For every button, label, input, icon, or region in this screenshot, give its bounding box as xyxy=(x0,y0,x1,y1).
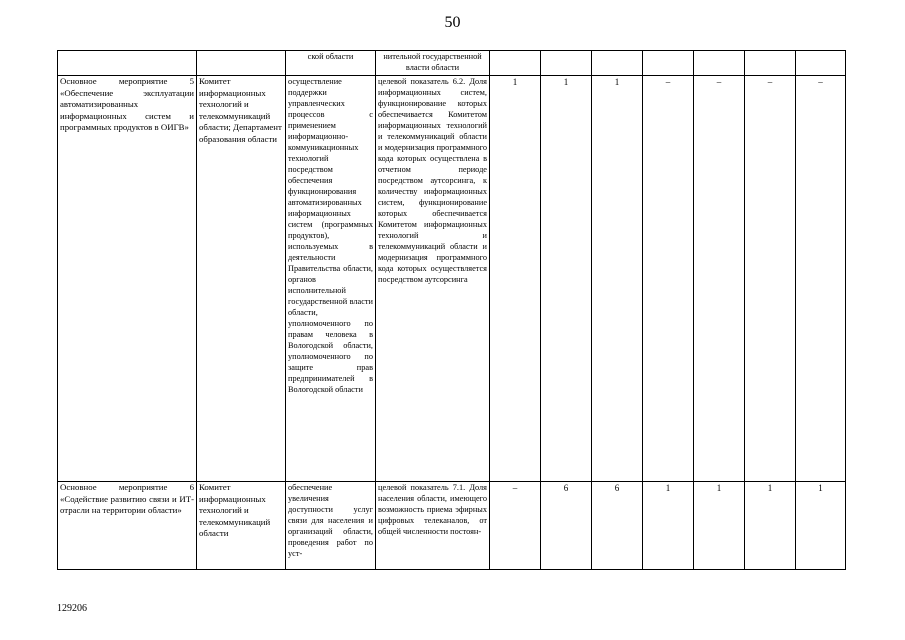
measure-6-value: 1 xyxy=(796,482,846,570)
measure-5-value: – xyxy=(745,76,796,482)
measure-6-value: 1 xyxy=(694,482,745,570)
measure-6-value: 6 xyxy=(541,482,592,570)
measure-6-indicator: целевой показатель 7.1. Доля населения области, имеющего возможность приема эфирных цифровых телеканалов, от общей численности постоян- xyxy=(376,482,490,570)
program-measures-table xyxy=(57,50,846,570)
measure-5-value: 1 xyxy=(541,76,592,482)
carry-cell-value xyxy=(694,51,745,76)
measure-5-event: Основное мероприятие 5 «Обеспечение эксплуатации автоматизированных информационных систем и программных продуктов в ОИГВ» xyxy=(58,76,197,482)
table-row-measure-6 xyxy=(58,482,846,570)
measure-5-value: – xyxy=(796,76,846,482)
measure-6-event: Основное мероприятие 6 «Содействие развитию связи и ИТ-отрасли на территории области» xyxy=(58,482,197,570)
measure-6-description: обеспечение увеличения доступности услуг связи для населения и организаций области, проведения работ по уст- xyxy=(286,482,376,570)
measure-5-indicator: целевой показатель 6.2. Доля информационных систем, функционирование которых обеспечивается Комитетом информационных технологий и телекоммуникаций области и модернизация программного кода которых осуществлена в отчетном периоде посредством аутсорсинга, к количеству информационных систем, функционирование которых обеспечивается Комитетом информационных технологий и телекоммуникаций области и модернизация программного кода которых осуществляется посредством аутсорсинга xyxy=(376,76,490,482)
table-row-carryover xyxy=(58,51,846,76)
measure-6-value: 1 xyxy=(643,482,694,570)
carry-cell-event xyxy=(58,51,197,76)
carry-cell-value xyxy=(796,51,846,76)
carry-cell-value xyxy=(643,51,694,76)
carry-cell-value xyxy=(592,51,643,76)
measure-6-value: – xyxy=(490,482,541,570)
carry-cell-value xyxy=(541,51,592,76)
measure-6-executor: Комитет информационных технологий и телекоммуникаций области xyxy=(197,482,286,570)
measure-5-value: 1 xyxy=(592,76,643,482)
measure-5-value: – xyxy=(643,76,694,482)
table-row-measure-5 xyxy=(58,76,846,482)
carry-cell-value xyxy=(490,51,541,76)
carry-cell-description: ской области xyxy=(286,51,376,76)
carry-cell-value xyxy=(745,51,796,76)
measure-5-value: 1 xyxy=(490,76,541,482)
measure-5-description: осуществление поддержки управленческих процессов с применением информационно-коммуникационных технологий посредством обеспечения функционирования автоматизированных информационных систем (программных продуктов), используемых в деятельности Правительства области, органов исполнительной государственной власти области, уполномоченного по правам человека в Вологодской области, уполномоченного по защите прав предпринимателей в Вологодской области xyxy=(286,76,376,482)
measure-5-executor: Комитет информационных технологий и телекоммуникаций области; Департамент образования области xyxy=(197,76,286,482)
page-number: 50 xyxy=(444,14,461,31)
measure-6-value: 1 xyxy=(745,482,796,570)
document-code: 129206 xyxy=(57,603,87,614)
measure-5-value: – xyxy=(694,76,745,482)
carry-cell-indicator: нительной государственной власти области xyxy=(376,51,490,76)
measure-6-value: 6 xyxy=(592,482,643,570)
carry-cell-executor xyxy=(197,51,286,76)
